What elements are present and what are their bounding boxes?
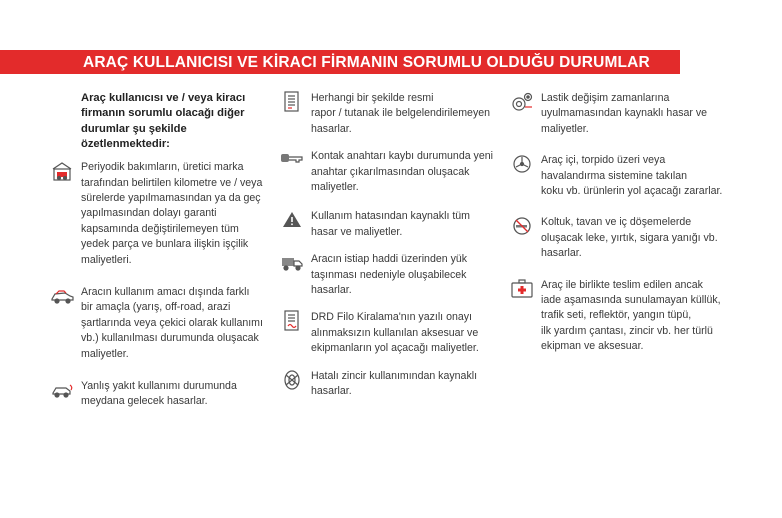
item-line: hasarlar. xyxy=(311,284,352,297)
column-2 xyxy=(280,91,500,412)
item-line: yapılmasından dolayı garanti xyxy=(81,207,217,220)
list-item xyxy=(280,209,500,240)
no-smoking-icon xyxy=(510,215,535,237)
item-line: ekipman ve aksesuar. xyxy=(541,340,644,353)
item-line: hasar ve maliyetler. xyxy=(311,225,403,238)
list-item xyxy=(50,379,275,410)
item-line: Herhangi bir şekilde resmi xyxy=(311,92,434,104)
item-line: Periyodik bakımların, üretici marka xyxy=(81,161,244,174)
item-line: DRD Filo Kiralama'nın yazılı onayı xyxy=(311,311,472,324)
item-line: maliyetler. xyxy=(81,347,129,360)
key-icon xyxy=(280,149,305,171)
intro-text xyxy=(81,91,275,152)
first-aid-kit-icon xyxy=(510,278,535,300)
item-line: meydana gelecek hasarlar. xyxy=(81,395,208,408)
list-item xyxy=(280,369,500,400)
item-line: kapsamında değiştirilemeyen tüm xyxy=(81,222,239,235)
list-item xyxy=(50,160,275,268)
item-line: hasarlar. xyxy=(541,247,582,260)
item-line: maliyetleri. xyxy=(81,253,132,266)
item-line: tarafından belirtilen kilometre ve / veya xyxy=(81,176,263,189)
item-line: trafik seti, reflektör, yangın tüpü, xyxy=(541,309,692,322)
item-line: hasarlar. xyxy=(311,385,352,398)
item-line: yedek parça ve bunlara ilişkin işçilik xyxy=(81,238,249,251)
air-vent-icon xyxy=(510,153,535,175)
item-line: ekipmanların yol açacağı maliyetler. xyxy=(311,342,479,355)
item-line: Lastik değişim zamanlarına xyxy=(541,92,670,104)
intro-line: durumlar şu şekilde xyxy=(81,122,187,135)
fuel-icon xyxy=(50,379,75,401)
tire-change-icon xyxy=(510,91,535,113)
item-line: Kontak anahtarı kaybı durumunda yeni xyxy=(311,150,493,163)
list-item xyxy=(510,278,745,355)
item-line: maliyetler. xyxy=(311,181,359,194)
list-item xyxy=(280,91,500,137)
item-line: alınmaksızın kullanılan aksesuar ve xyxy=(311,326,479,339)
item-line: oluşacak leke, yırtık, sigara yanığı vb. xyxy=(541,231,718,244)
list-item xyxy=(280,252,500,298)
list-item xyxy=(50,285,275,362)
item-line: Koltuk, tavan ve iç döşemelerde xyxy=(541,216,692,229)
item-line: taşınması nedeniyle oluşabilecek xyxy=(311,268,467,281)
item-line: ilk yardım çantası, zincir vb. her türlü xyxy=(541,324,713,337)
item-line: Araç ile birlikte teslim edilen ancak xyxy=(541,278,703,291)
warning-icon xyxy=(280,209,305,231)
item-line: vb.) kullanılması durumunda oluşacak xyxy=(81,332,259,345)
document-icon xyxy=(280,91,305,113)
item-line: Hatalı zincir kullanımından kaynaklı xyxy=(311,369,478,382)
item-line: Aracın kullanım amacı dışında farklı xyxy=(81,286,250,299)
item-line: havalandırma sistemine takılan xyxy=(541,169,688,182)
list-item xyxy=(280,149,500,195)
title-banner xyxy=(0,50,680,74)
item-line: rapor / tutanak ile belgelendirilemeyen xyxy=(311,107,491,120)
list-item xyxy=(510,91,745,137)
item-line: hasarlar. xyxy=(311,122,352,135)
offroad-car-icon xyxy=(50,285,75,307)
item-line: anahtar çıkarılmasından oluşacak xyxy=(311,165,470,178)
snow-chain-icon xyxy=(280,369,305,391)
list-item xyxy=(510,215,745,261)
item-line: Kullanım hatasından kaynaklı tüm xyxy=(311,210,470,223)
intro-line: firmanın sorumlu olacağı diğer xyxy=(81,107,245,120)
item-line: Araç içi, torpido üzeri veya xyxy=(541,154,666,167)
item-line: Yanlış yakıt kullanımı durumunda xyxy=(81,380,237,393)
list-item xyxy=(510,153,745,199)
list-item xyxy=(280,310,500,356)
column-1 xyxy=(50,91,275,410)
item-line: şartlarında veya çekici olarak kullanımı xyxy=(81,316,263,329)
truck-load-icon xyxy=(280,252,305,274)
maintenance-icon xyxy=(50,160,75,182)
intro-line: Araç kullanıcısı ve / veya kiracı xyxy=(81,92,246,104)
item-line: iade aşamasında sunulamayan küllük, xyxy=(541,294,721,307)
item-line: Aracın istiap haddi üzerinden yük xyxy=(311,253,468,266)
page-title: ARAÇ KULLANICISI VE KİRACI FİRMANIN SORUMLU OLDUĞU DURUMLAR xyxy=(83,54,650,71)
contract-icon xyxy=(280,310,305,332)
item-line: koku vb. ürünlerin yol açacağı zararlar. xyxy=(541,185,723,198)
column-3 xyxy=(510,91,745,371)
item-line: bir amaçla (yarış, off-road, arazi xyxy=(81,301,231,314)
item-line: uyulmamasından kaynaklı hasar ve xyxy=(541,107,708,120)
item-line: maliyetler. xyxy=(541,122,589,135)
intro-line: özetlenmektedir: xyxy=(81,137,170,150)
item-line: sürelerde yapılmamasından ya da geç xyxy=(81,192,261,204)
